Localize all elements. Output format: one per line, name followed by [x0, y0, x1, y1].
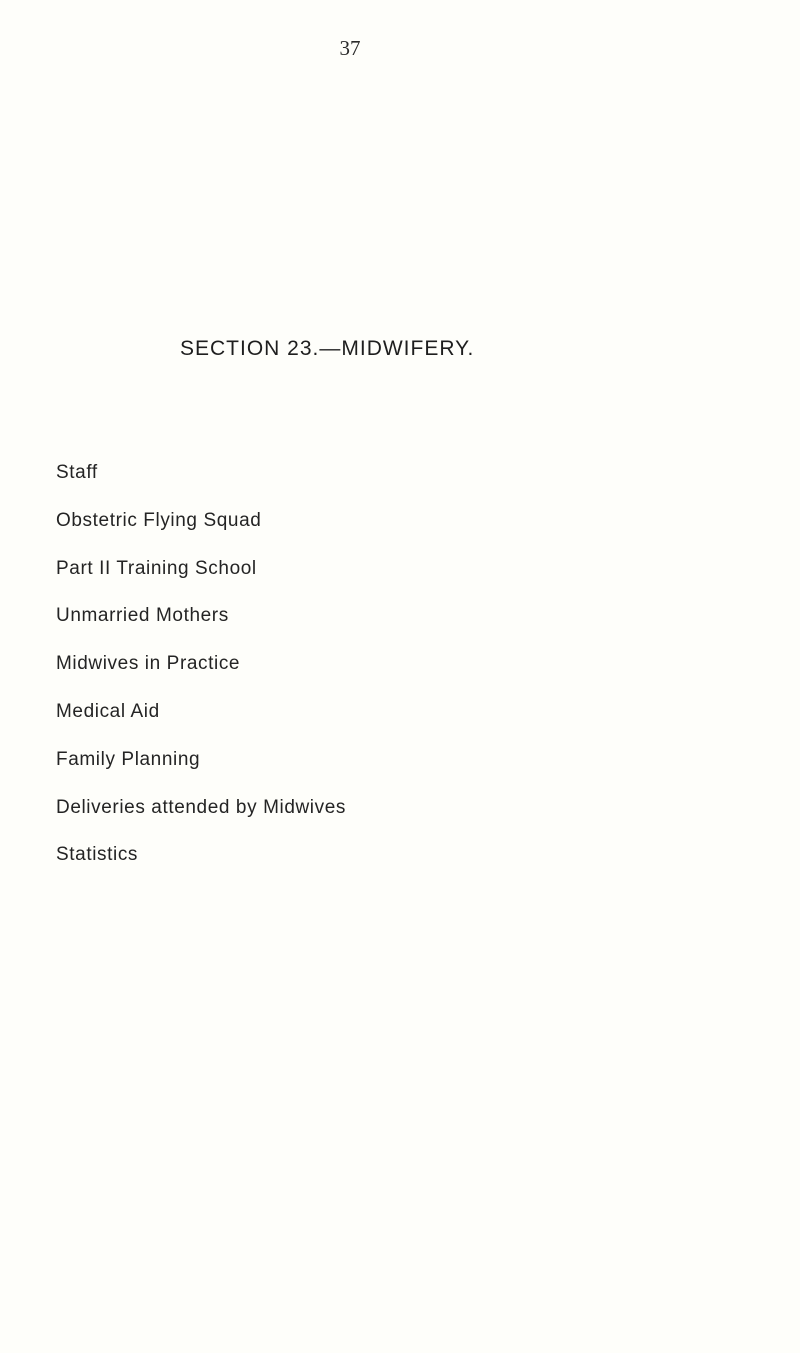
contents-item-unmarried-mothers: Unmarried Mothers: [56, 605, 229, 627]
contents-item-medical-aid: Medical Aid: [56, 700, 160, 722]
contents-item-staff: Staff: [56, 462, 98, 483]
section-title: SECTION 23.—MIDWIFERY.: [180, 337, 475, 360]
contents-item-statistics: Statistics: [56, 844, 139, 866]
contents-item-obstetric-flying-squad: Obstetric Flying Squad: [56, 509, 262, 531]
contents-item-family-planning: Family Planning: [56, 748, 201, 770]
contents-item-part-ii-training-school: Part II Training School: [56, 557, 257, 579]
contents-item-deliveries-attended: Deliveries attended by Midwives: [56, 796, 346, 818]
page-number: 37: [339, 36, 361, 60]
contents-item-midwives-in-practice: Midwives in Practice: [56, 653, 241, 675]
contents-list: [56, 458, 346, 888]
